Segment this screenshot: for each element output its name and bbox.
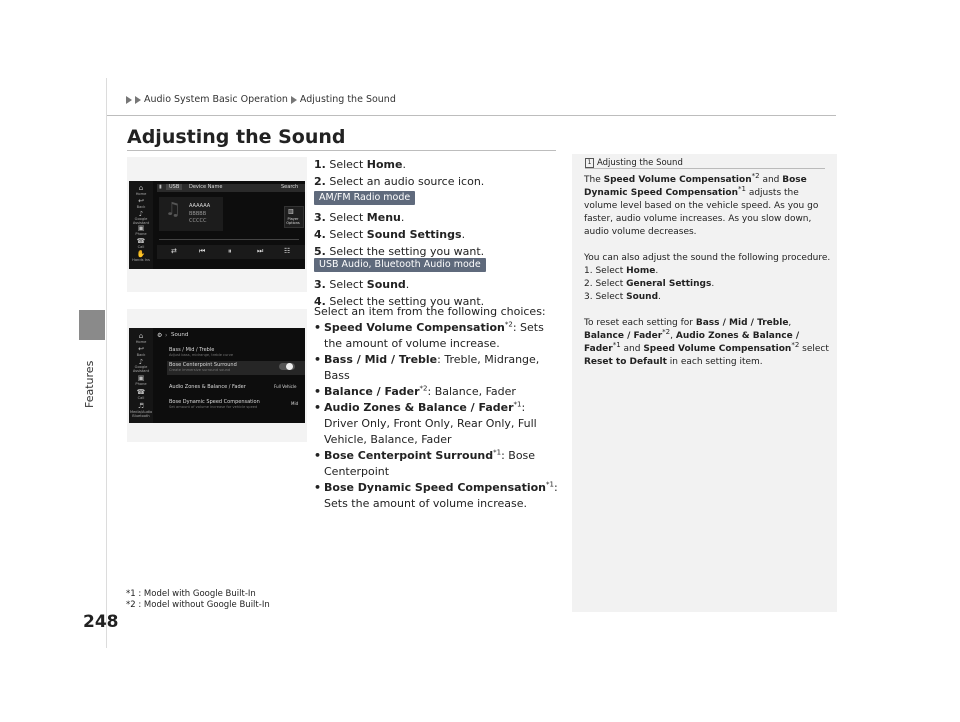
row-title: Bose Centerpoint Surround <box>169 362 237 368</box>
sidebar-paragraph: The Speed Volume Compensation$^{*2}$ and Bose Dynamic Speed Compensation$^{*1}$ adjusts the volume level based on the vehicle speed. As you go faster, audio volume increases. As you slow down, audio volume decreases. <box>584 172 819 237</box>
bullet: • <box>314 385 322 398</box>
call-icon: ☎ <box>136 388 146 396</box>
step-item: 3. Select Sound. <box>314 278 410 291</box>
bluetooth-icon: ♬ <box>137 402 145 410</box>
player-options-icon: ▥ <box>288 208 294 215</box>
choice-item: • Audio Zones & Balance / Fader$^{*1}$: Driver Only, Front Only, Rear Only, Full Vehicle, Balance, Fader <box>314 400 537 446</box>
step-item: 1. Select Home. <box>314 158 406 171</box>
choices-intro: Select an item from the following choices: <box>314 305 546 318</box>
sidebar-paragraph: You can also adjust the sound the following procedure. 1. Select Home. 2. Select General Settings. 3. Select Sound. <box>584 253 831 302</box>
choice-item: • Bose Centerpoint Surround$^{*1}$: Bose Centerpoint <box>314 448 536 478</box>
hands-icon: ✋ <box>136 250 146 258</box>
row-subtitle: Create immersive surround sound <box>169 368 231 372</box>
nav-label: Home <box>135 192 147 196</box>
step-item: 4. Select the setting you want. <box>314 295 485 308</box>
step-item: 3. Select Menu. <box>314 211 405 224</box>
nav-label: Back <box>136 353 146 357</box>
screenshot-sound-settings <box>127 309 307 442</box>
home-icon: ⌂ <box>138 332 144 340</box>
nav-column <box>129 328 153 423</box>
chevron-right-icon <box>291 96 297 104</box>
title-rule <box>127 150 556 151</box>
nav-label: Call <box>137 396 145 400</box>
chevron-right-icon <box>126 96 132 104</box>
row-value: Full Vehicle <box>274 384 297 389</box>
equalizer-icon[interactable]: ☷ <box>284 247 291 255</box>
repeat-icon[interactable]: ⇄ <box>171 247 177 255</box>
nav-label: Home <box>135 340 147 344</box>
music-note-icon: ♫ <box>165 199 182 220</box>
phone-icon: ▣ <box>137 374 145 382</box>
next-icon[interactable]: ⏭ <box>257 247 264 255</box>
track-title: AAAAAA <box>189 203 211 209</box>
usb-icon: ▮ <box>159 184 162 190</box>
choice-item: • Speed Volume Compensation$^{*2}$: Sets the amount of volume increase. <box>314 320 544 350</box>
display-screen <box>129 181 305 269</box>
choice-list <box>314 304 560 512</box>
nav-column <box>129 181 153 269</box>
mode-label: AM/FM Radio mode <box>314 191 415 205</box>
chevron-right-icon: › <box>165 332 168 339</box>
previous-icon[interactable]: ⏮ <box>199 247 206 255</box>
nav-label: Media/Audio Bluetooth <box>130 410 153 418</box>
source-tab[interactable]: USB <box>166 184 182 190</box>
row-subtitle: Adjust bass, midrange, treble curve <box>169 353 234 357</box>
page-title: Adjusting the Sound <box>127 126 346 148</box>
mic-icon: ♪ <box>138 358 144 366</box>
page-number: 248 <box>83 612 119 632</box>
sidebar-body <box>584 174 832 382</box>
bullet: • <box>314 353 322 366</box>
choice-item: • Bose Dynamic Speed Compensation$^{*1}$: Sets the amount of volume increase. <box>314 480 558 510</box>
bullet: • <box>314 401 322 414</box>
back-icon: ↩ <box>138 197 144 205</box>
footnote: *2 : Model without Google Built-In <box>126 600 270 610</box>
sidebar-paragraph: To reset each setting for Bass / Mid / Treble, Balance / Fader$^{*2}$, Audio Zones & Balance / Fader$^{*1}$ and Speed Volume Compensation$^{*2}$ select Reset to Default in each setting item. <box>584 318 829 367</box>
step-item: 2. Select an audio source icon. <box>314 175 485 188</box>
search-button[interactable]: Search <box>281 184 299 190</box>
step-list-radio <box>314 209 484 260</box>
phone-icon: ▣ <box>137 224 145 232</box>
choice-item: • Bass / Mid / Treble: Treble, Midrange, Bass <box>314 353 540 382</box>
sidebar-heading-text: Adjusting the Sound <box>597 158 683 168</box>
nav-label: Google Assistant <box>132 365 150 373</box>
screenshot-audio-source <box>127 157 307 292</box>
breadcrumb <box>126 94 396 105</box>
bullet: • <box>314 321 322 334</box>
mode-label: USB Audio, Bluetooth Audio mode <box>314 258 486 272</box>
progress-bar[interactable] <box>159 239 299 240</box>
row-title: Bass / Mid / Treble <box>169 347 215 353</box>
player-options-label: Player Options <box>286 217 300 225</box>
footnotes <box>126 589 270 611</box>
call-icon: ☎ <box>136 237 146 245</box>
bullet: • <box>314 481 322 494</box>
nav-label: Phone <box>135 382 147 386</box>
step-item: 5. Select the setting you want. <box>314 245 485 258</box>
nav-label: Hands Ins <box>132 258 150 262</box>
back-icon: ↩ <box>138 345 144 353</box>
section-tab <box>79 310 105 340</box>
sidebar-heading <box>585 158 683 168</box>
step-item: 4. Select Sound Settings. <box>314 228 466 241</box>
row-subtitle: Set amount of volume increase for vehicle speed <box>169 405 258 409</box>
row-title: Bose Dynamic Speed Compensation <box>169 399 260 405</box>
section-label: Features <box>83 360 96 408</box>
toggle-knob <box>286 363 293 370</box>
home-icon: ⌂ <box>138 184 144 192</box>
screen-title: Sound <box>171 332 189 338</box>
breadcrumb-item[interactable]: Adjusting the Sound <box>299 94 396 105</box>
footnote: *1 : Model with Google Built-In <box>126 589 256 599</box>
choice-item: • Balance / Fader$^{*2}$: Balance, Fader <box>314 384 516 398</box>
bullet: • <box>314 449 322 462</box>
row-title: Audio Zones & Balance / Fader <box>169 384 246 390</box>
pause-icon[interactable]: ⏸ <box>228 247 232 255</box>
nav-label: Google Assistant <box>132 217 150 225</box>
device-name: Device Name <box>189 184 223 190</box>
artist-name: BBBBB <box>189 211 207 217</box>
header-rule <box>107 115 836 116</box>
row-value: Mid <box>291 401 299 406</box>
nav-label: Phone <box>135 232 147 236</box>
sidebar-rule <box>106 78 107 648</box>
note-icon: 1 <box>585 158 594 168</box>
display-screen <box>129 328 305 423</box>
mic-icon: ♪ <box>138 210 144 218</box>
chevron-right-icon <box>135 96 141 104</box>
step-list-common <box>314 156 484 190</box>
nav-label: Call <box>137 245 145 249</box>
breadcrumb-item[interactable]: Audio System Basic Operation <box>144 94 288 105</box>
album-name: CCCCC <box>189 218 207 224</box>
nav-label: Back <box>136 205 146 209</box>
settings-icon[interactable]: ⚙ <box>157 332 163 339</box>
sidebar-heading-rule <box>585 168 825 169</box>
